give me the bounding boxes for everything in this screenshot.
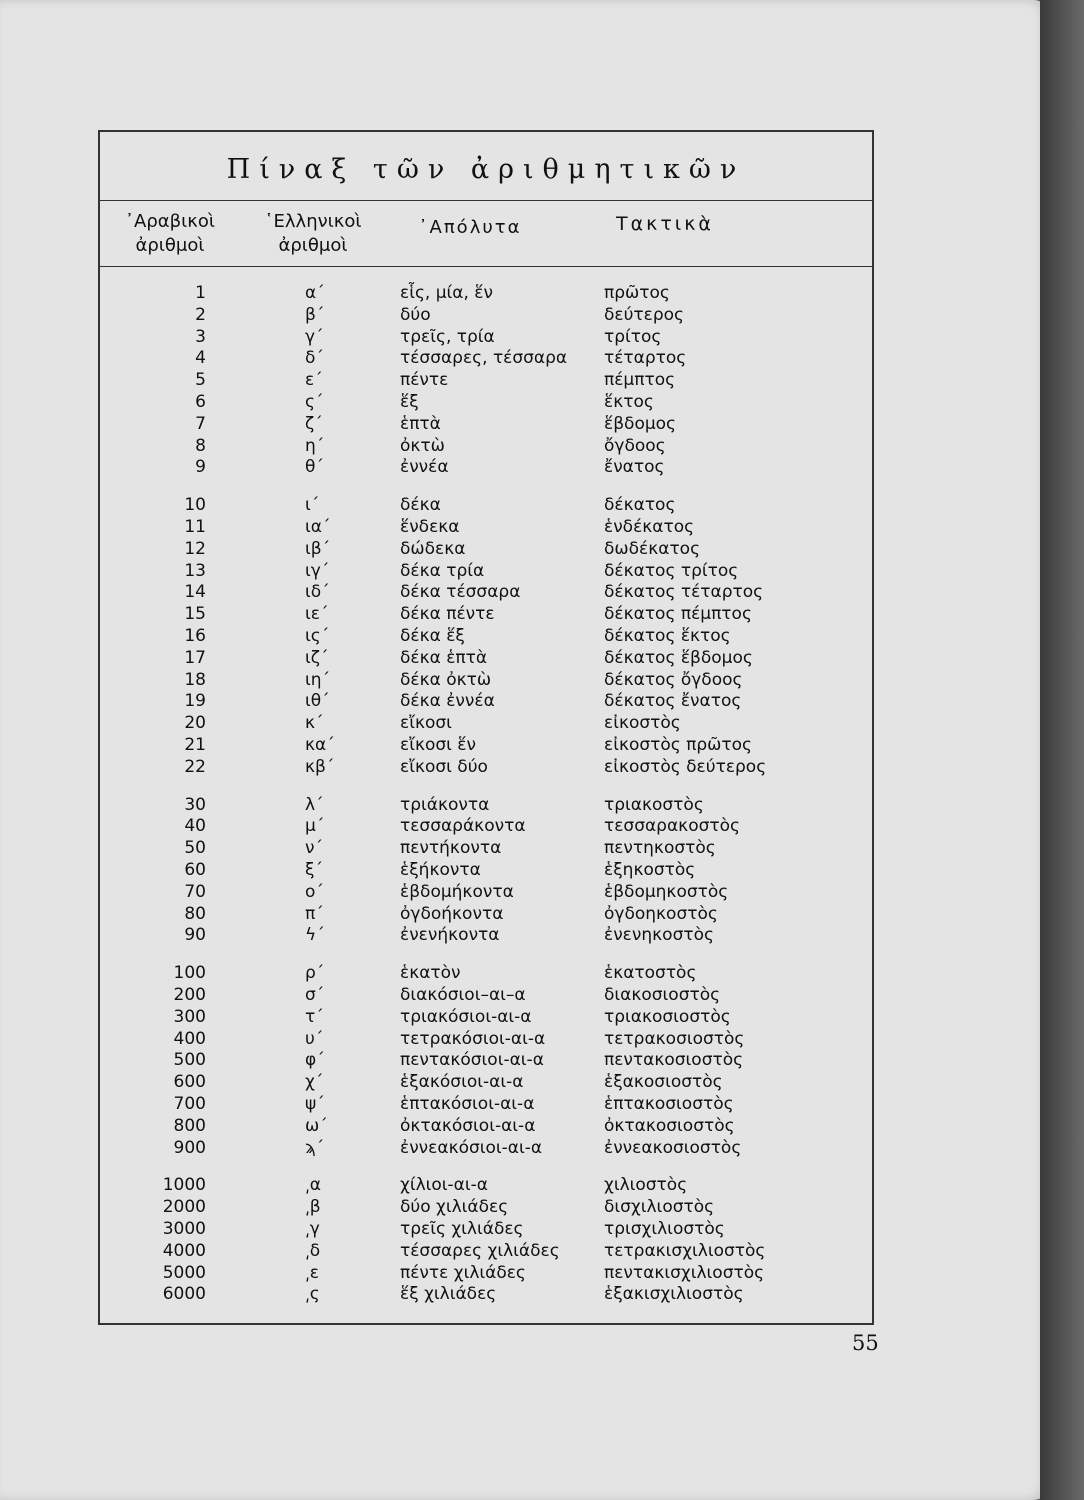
table-row [100,538,872,560]
greek-numeral: κ΄ [305,713,324,734]
greek-numeral: ψ΄ [305,1094,325,1114]
greek-numeral: β΄ [305,304,325,325]
ordinal-numeral: τριακοστὸς [604,794,704,815]
table-row [100,581,872,603]
ordinal-numeral: εἰκοστὸς πρῶτος [604,735,753,755]
ordinal-numeral: τέταρτος [604,348,687,369]
ordinal-numeral: ἕκτος [604,392,654,412]
arabic-numeral: 500 [173,1050,206,1071]
arabic-numeral: 60 [184,860,206,880]
arabic-numeral: 10 [184,495,206,516]
table-row [100,734,872,756]
absolute-numeral: πέντε χιλιάδες [400,1262,526,1283]
ordinal-numeral: ὀκτακοσιοστὸς [604,1115,735,1136]
arabic-numeral: 6 [195,392,206,412]
table-row [100,413,872,435]
absolute-numeral: εἴκοσι δύο [400,756,488,777]
absolute-numeral: ὀγδοήκοντα [400,903,504,924]
arabic-numeral: 17 [184,647,206,668]
arabic-numeral: 2000 [162,1197,206,1218]
arabic-numeral: 100 [173,963,206,984]
ordinal-numeral: δέκατος τρίτος [604,560,739,581]
absolute-numeral: τεσσαράκοντα [400,816,526,837]
greek-numeral: ω΄ [305,1115,328,1136]
absolute-numeral: δύο χιλιάδες [400,1197,509,1218]
greek-numeral: ρ΄ [305,963,325,984]
table-row [100,1196,872,1218]
greek-numeral: ς΄ [305,392,324,412]
arabic-numeral: 3 [195,326,206,347]
table-row [100,516,872,538]
absolute-numeral: ἑξακόσιοι-αι-α [400,1072,524,1093]
ordinal-numeral: εἰκοστὸς [604,713,681,734]
table-row [100,1049,872,1071]
arabic-numeral: 9 [195,457,206,478]
table-row [100,690,872,712]
table-row [100,859,872,881]
greek-numeral: ν΄ [305,838,323,859]
ordinal-numeral: ἑξηκοστὸς [604,860,696,880]
page-edge-shadow [1040,0,1084,1500]
greek-numeral: ο΄ [305,881,324,902]
table-row [100,1240,872,1262]
greek-numeral: ι΄ [305,495,320,516]
ordinal-numeral: τετρακοσιοστὸς [604,1028,745,1049]
absolute-numeral: τρεῖς, τρία [400,326,495,347]
ordinal-numeral: ἑβδομηκοστὸς [604,881,729,902]
arabic-numeral: 5000 [162,1262,206,1283]
ordinal-numeral: δέκατος ἕβδομος [604,647,753,668]
arabic-numeral: 20 [184,713,206,734]
table-row [100,326,872,348]
table-row [100,1093,872,1115]
table-row [100,756,872,778]
ordinal-numeral: πέμπτος [604,370,676,391]
header-ordinal: Τακτικὰ [616,213,714,235]
arabic-numeral: 13 [184,560,206,581]
table-row [100,1028,872,1050]
greek-numeral: ͵γ [305,1219,320,1239]
arabic-numeral: 4 [195,348,206,369]
arabic-numeral: 1000 [162,1175,206,1196]
absolute-numeral: ἐννεακόσιοι-αι-α [400,1137,543,1158]
ordinal-numeral: δωδέκατος [604,538,701,559]
arabic-numeral: 700 [173,1094,206,1114]
greek-numeral: ια΄ [305,517,331,537]
greek-numeral: γ΄ [305,326,324,347]
ordinal-numeral: πεντακισχιλιοστὸς [604,1262,765,1283]
arabic-numeral: 80 [184,903,206,924]
ordinal-numeral: ἔνατος [604,457,665,478]
ordinal-numeral: πεντακοσιοστὸς [604,1050,744,1071]
absolute-numeral: δέκα πέντε [400,604,495,625]
greek-numeral: ις΄ [305,626,330,646]
table-row [100,494,872,516]
absolute-numeral: ἕνδεκα [400,517,460,537]
table-row [100,304,872,326]
absolute-numeral: εἷς, μία, ἕν [400,283,493,303]
ordinal-numeral: δέκατος ἕκτος [604,626,731,646]
arabic-numeral: 70 [184,881,206,902]
table-row [100,560,872,582]
greek-numeral: λ΄ [305,794,324,815]
greek-numeral: χ΄ [305,1072,324,1093]
table-row [100,1262,872,1284]
table-row [100,903,872,925]
arabic-numeral: 4000 [162,1240,206,1261]
greek-numeral: κβ΄ [305,756,335,777]
arabic-numeral: 90 [184,925,206,946]
arabic-numeral: 8 [195,435,206,456]
absolute-numeral: πέντε [400,370,449,391]
absolute-numeral: δέκα τέσσαρα [400,582,521,603]
header-divider [100,266,872,267]
table-row [100,815,872,837]
ordinal-numeral: δέκατος [604,495,676,516]
arabic-numeral: 11 [184,517,206,537]
table-row [100,1071,872,1093]
greek-numeral: ͵ς [305,1284,320,1305]
absolute-numeral: πεντακόσιοι-αι-α [400,1050,544,1071]
arabic-numeral: 22 [184,756,206,777]
table-row [100,1115,872,1137]
absolute-numeral: τέσσαρες, τέσσαρα [400,348,568,369]
table-row [100,712,872,734]
absolute-numeral: χίλιοι-αι-α [400,1175,488,1196]
absolute-numeral: ἐνενήκοντα [400,925,500,946]
ordinal-numeral: ἕβδομος [604,413,677,434]
table-row [100,391,872,413]
greek-numeral: α΄ [305,283,325,303]
ordinal-numeral: διακοσιοστὸς [604,985,721,1005]
absolute-numeral: ἑπτακόσιοι-αι-α [400,1094,535,1114]
table-row [100,1283,872,1305]
ordinal-numeral: δέκατος ὄγδοος [604,669,743,690]
numerals-table [98,130,874,1325]
greek-numeral: ζ΄ [305,413,323,434]
arabic-numeral: 15 [184,604,206,625]
greek-numeral: ιγ΄ [305,560,330,581]
greek-numeral: ͵ε [305,1262,319,1283]
table-row [100,984,872,1006]
table-row [100,837,872,859]
absolute-numeral: ὀκτακόσιοι-αι-α [400,1115,536,1136]
greek-numeral: μ΄ [305,816,325,837]
absolute-numeral: ἑξήκοντα [400,860,481,880]
arabic-numeral: 600 [173,1072,206,1093]
arabic-numeral: 5 [195,370,206,391]
table-row [100,347,872,369]
ordinal-numeral: ἑπτακοσιοστὸς [604,1094,734,1114]
absolute-numeral: ἕξ [400,392,419,412]
arabic-numeral: 400 [173,1028,206,1049]
absolute-numeral: τριάκοντα [400,794,490,815]
ordinal-numeral: δέκατος πέμπτος [604,604,752,625]
absolute-numeral: δώδεκα [400,538,466,559]
arabic-numeral: 40 [184,816,206,837]
ordinal-numeral: τρισχιλιοστὸς [604,1219,725,1239]
ordinal-numeral: δισχιλιοστὸς [604,1197,715,1218]
greek-numeral: π΄ [305,903,324,924]
header-greek: ῾Ελληνικοὶ ἀριθμοὶ [264,211,362,256]
table-row [100,603,872,625]
absolute-numeral: εἴκοσι [400,713,452,734]
greek-numeral: ͵β [305,1197,321,1218]
absolute-numeral: ἑπτὰ [400,413,441,434]
table-row [100,456,872,478]
title-divider [100,200,872,201]
ordinal-numeral: ἑξακοσιοστὸς [604,1072,723,1093]
arabic-numeral: 30 [184,794,206,815]
arabic-numeral: 50 [184,838,206,859]
greek-numeral: ͵δ [305,1240,321,1261]
absolute-numeral: δέκα τρία [400,560,485,581]
greek-numeral: κα΄ [305,735,335,755]
arabic-numeral: 1 [195,283,206,303]
absolute-numeral: τρεῖς χιλιάδες [400,1219,524,1239]
table-row [100,794,872,816]
arabic-numeral: 21 [184,735,206,755]
absolute-numeral: δέκα ἑπτὰ [400,647,488,668]
greek-numeral: φ΄ [305,1050,325,1071]
arabic-numeral: 3000 [162,1219,206,1239]
arabic-numeral: 900 [173,1137,206,1158]
absolute-numeral: ἐννέα [400,457,449,478]
ordinal-numeral: πεντηκοστὸς [604,838,716,859]
ordinal-numeral: ἐννεακοσιοστὸς [604,1137,742,1158]
ordinal-numeral: ἑκατοστὸς [604,963,697,984]
arabic-numeral: 6000 [162,1284,206,1305]
ordinal-numeral: ἑξακισχιλιοστὸς [604,1284,744,1305]
absolute-numeral: πεντήκοντα [400,838,502,859]
arabic-numeral: 16 [184,626,206,646]
header-arabic: ᾿Αραβικοὶ ἀριθμοὶ [125,211,215,256]
ordinal-numeral: τετρακισχιλιοστὸς [604,1240,766,1261]
absolute-numeral: διακόσιοι–αι–α [400,985,526,1005]
greek-numeral: ε΄ [305,370,323,391]
greek-numeral: ιη΄ [305,669,331,690]
absolute-numeral: ἑκατὸν [400,963,461,984]
table-row [100,625,872,647]
page-number: 55 [852,1331,879,1355]
ordinal-numeral: εἰκοστὸς δεύτερος [604,756,767,777]
ordinal-numeral: δέκατος τέταρτος [604,582,764,603]
greek-numeral: ϡ΄ [305,1137,325,1158]
absolute-numeral: τετρακόσιοι-αι-α [400,1028,546,1049]
ordinal-numeral: τριακοσιοστὸς [604,1006,731,1027]
ordinal-numeral: πρῶτος [604,283,670,303]
table-row [100,1137,872,1159]
header-absolute: ᾿Απόλυτα [418,217,522,238]
greek-numeral: δ΄ [305,348,324,369]
arabic-numeral: 800 [173,1115,206,1136]
absolute-numeral: τριακόσιοι-αι-α [400,1006,532,1027]
ordinal-numeral: τρίτος [604,326,662,347]
absolute-numeral: ἑβδομήκοντα [400,881,514,902]
arabic-numeral: 12 [184,538,206,559]
absolute-numeral: δύο [400,304,431,325]
arabic-numeral: 300 [173,1006,206,1027]
table-row [100,1006,872,1028]
greek-numeral: ξ΄ [305,860,323,880]
table-row [100,669,872,691]
table-row [100,369,872,391]
arabic-numeral: 18 [184,669,206,690]
ordinal-numeral: τεσσαρακοστὸς [604,816,740,837]
ordinal-numeral: χιλιοστὸς [604,1175,688,1196]
arabic-numeral: 14 [184,582,206,603]
ordinal-numeral: δέκατος ἔνατος [604,691,742,712]
greek-numeral: ϟ΄ [305,925,325,946]
absolute-numeral: δέκα ὀκτὼ [400,669,492,690]
table-row [100,962,872,984]
arabic-numeral: 200 [173,985,206,1005]
greek-numeral: ιζ΄ [305,647,329,668]
table-row [100,881,872,903]
table-row [100,1174,872,1196]
greek-numeral: ͵α [305,1175,321,1196]
arabic-numeral: 7 [195,413,206,434]
ordinal-numeral: ὄγδοος [604,435,666,456]
greek-numeral: ιδ΄ [305,582,330,603]
ordinal-numeral: ὀγδοηκοστὸς [604,903,718,924]
table-row [100,282,872,304]
greek-numeral: ιθ΄ [305,691,330,712]
absolute-numeral: δέκα [400,495,441,516]
table-row [100,1218,872,1240]
table-row [100,647,872,669]
greek-numeral: τ΄ [305,1006,324,1027]
ordinal-numeral: ἐνενηκοστὸς [604,925,714,946]
absolute-numeral: εἴκοσι ἕν [400,735,476,755]
absolute-numeral: δέκα ἐννέα [400,691,495,712]
ordinal-numeral: δεύτερος [604,304,685,325]
greek-numeral: σ΄ [305,985,325,1005]
greek-numeral: η΄ [305,435,325,456]
table-title: Πίναξ τῶν ἀριθμητικῶν [226,154,746,185]
absolute-numeral: ὀκτὼ [400,435,445,456]
ordinal-numeral: ἑνδέκατος [604,517,695,537]
arabic-numeral: 2 [195,304,206,325]
table-row [100,924,872,946]
greek-numeral: ιβ΄ [305,538,331,559]
greek-numeral: θ΄ [305,457,324,478]
arabic-numeral: 19 [184,691,206,712]
absolute-numeral: δέκα ἕξ [400,626,465,646]
greek-numeral: υ΄ [305,1028,324,1049]
greek-numeral: ιε΄ [305,604,329,625]
absolute-numeral: ἕξ χιλιάδες [400,1284,497,1305]
absolute-numeral: τέσσαρες χιλιάδες [400,1240,560,1261]
table-row [100,435,872,457]
